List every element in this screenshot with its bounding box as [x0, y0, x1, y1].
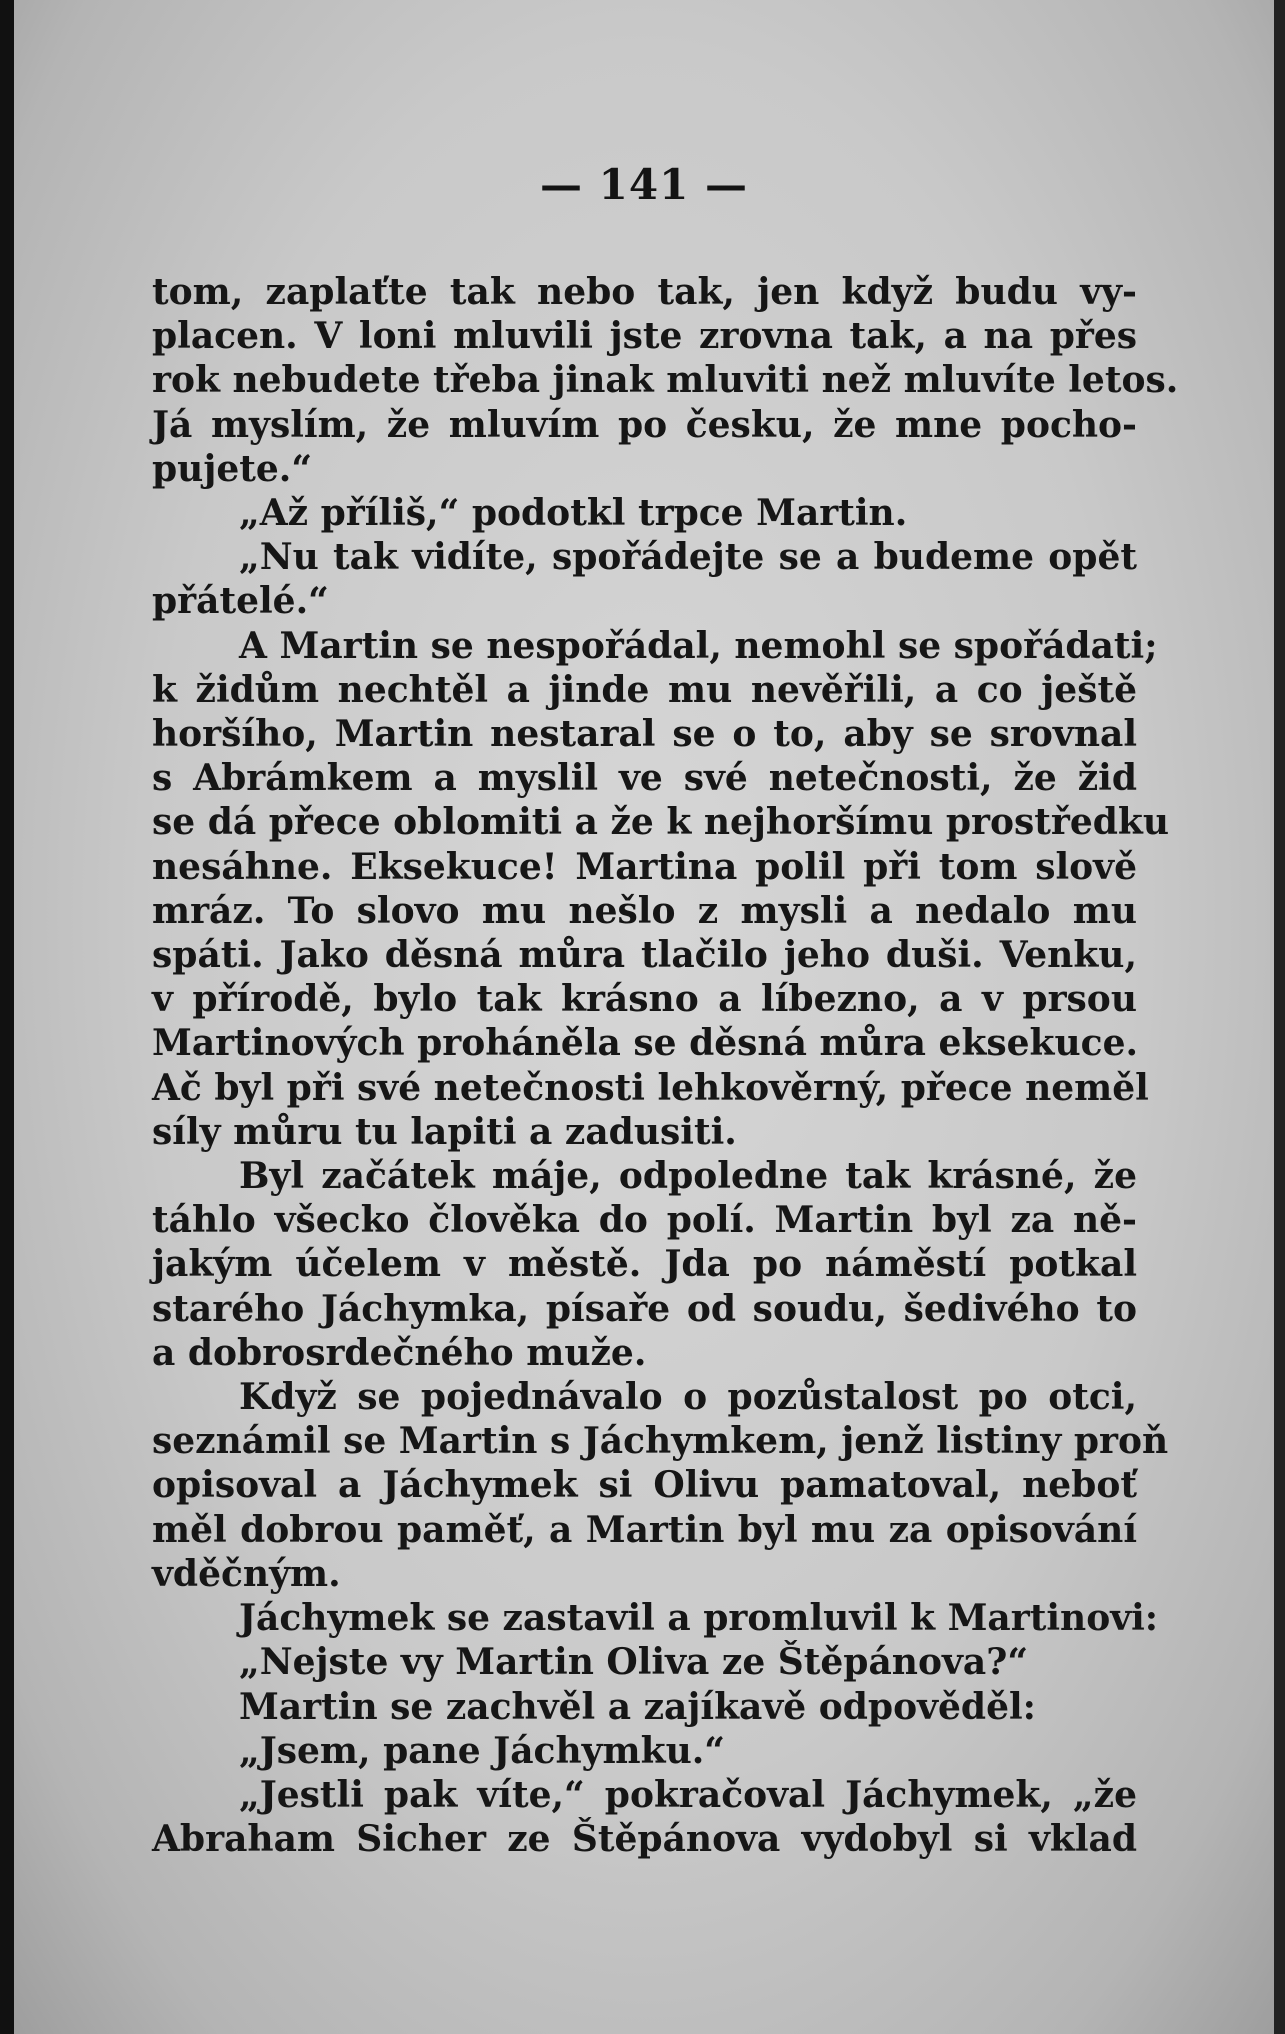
text-line: v přírodě, bylo tak krásno a líbezno, a v prsou	[152, 978, 1137, 1021]
text-line: Ač byl při své netečnosti lehkověrný, přece neměl	[152, 1066, 1149, 1109]
text-line: vděčným.	[152, 1552, 341, 1595]
text-line: nesáhne. Eksekuce! Martina polil při tom slově	[152, 845, 1137, 888]
text-line: pujete.“	[152, 447, 313, 490]
text-line: Abraham Sicher ze Štěpánova vydobyl si vklad	[152, 1818, 1137, 1861]
text-line: měl dobrou paměť, a Martin byl mu za opisování	[152, 1508, 1137, 1551]
book-page	[14, 0, 1274, 2034]
page-body-text	[152, 270, 1179, 1861]
text-line: Martinových proháněla se děsná můra eksekuce.	[152, 1022, 1139, 1065]
text-line: síly můru tu lapiti a zadusiti.	[152, 1110, 737, 1153]
text-line: „Jsem, pane Jáchymku.“	[239, 1729, 725, 1772]
text-line: seznámil se Martin s Jáchymkem, jenž listiny proň	[152, 1420, 1169, 1463]
text-line: spáti. Jako děsná můra tlačilo jeho duši. Venku,	[152, 934, 1137, 977]
text-line: Jáchymek se zastavil a promluvil k Martinovi:	[239, 1597, 1159, 1640]
text-line: Martin se zachvěl a zajíkavě odpověděl:	[239, 1685, 1036, 1728]
text-line: Byl začátek máje, odpoledne tak krásné, že	[239, 1155, 1137, 1198]
text-line: „Nu tak vidíte, spořádejte se a budeme opět	[239, 536, 1137, 579]
text-line: s Abrámkem a myslil ve své netečnosti, že žid	[152, 757, 1137, 800]
text-line: tom, zaplaťte tak nebo tak, jen když budu vy-	[152, 271, 1137, 313]
text-line: Já myslím, že mluvím po česku, že mne pocho-	[152, 403, 1137, 446]
text-line: a dobrosrdečného muže.	[152, 1331, 647, 1374]
text-line: mráz. To slovo mu nešlo z mysli a nedalo mu	[152, 889, 1137, 932]
text-line: opisoval a Jáchymek si Olivu pamatoval, neboť	[152, 1464, 1137, 1507]
text-line: táhlo všecko člověka do polí. Martin byl za ně-	[152, 1199, 1137, 1242]
text-line: „Až příliš,“ podotkl trpce Martin.	[239, 492, 908, 535]
text-line: A Martin se nespořádal, nemohl se spořádati;	[239, 624, 1158, 667]
text-line: jakým účelem v městě. Jda po náměstí potkal	[152, 1243, 1137, 1286]
text-line: „Jestli pak víte,“ pokračoval Jáchymek, „že	[239, 1773, 1137, 1816]
text-line: Když se pojednávalo o pozůstalost po otci,	[239, 1376, 1137, 1419]
text-line: „Nejste vy Martin Oliva ze Štěpánova?“	[239, 1641, 1029, 1684]
text-line: starého Jáchymka, písaře od soudu, šedivého to	[152, 1287, 1137, 1330]
text-line: rok nebudete třeba jinak mluviti než mluvíte letos.	[152, 359, 1179, 402]
text-line: se dá přece oblomiti a že k nejhoršímu prostředku	[152, 801, 1170, 844]
text-line: přátelé.“	[152, 580, 329, 623]
text-line: k židům nechtěl a jinde mu nevěřili, a co ještě	[152, 668, 1137, 711]
scan-left-edge	[0, 0, 14, 2034]
scan-right-edge	[1274, 0, 1285, 2034]
page-number: — 141 —	[540, 160, 748, 209]
text-line: horšího, Martin nestaral se o to, aby se srovnal	[152, 713, 1137, 756]
text-line: placen. V loni mluvili jste zrovna tak, a na přes	[152, 315, 1137, 358]
